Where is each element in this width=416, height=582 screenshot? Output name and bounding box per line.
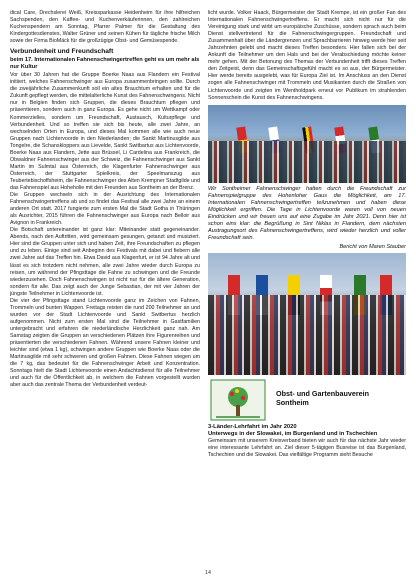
page-number: 14 <box>205 570 211 576</box>
club-name-line2: Sontheim <box>276 397 309 407</box>
club-header <box>208 379 406 421</box>
event-title-line2: Unterwegs in der Slowakei, im Burgenland und in Tschechien <box>208 430 378 437</box>
report-credit: Bericht von Maren Stauber <box>339 243 406 250</box>
article-paragraph-1: Vor über 30 Jahren hat die Gruppe Boerke Naas aus Flandern ein Festival initiiert, welches Fahnenschwinger aus Europa zusammenbringen sollte. Durch die zweijährliche Zusammenkunft soll ein altes Brauchtum erhalten und für die Zukunft gepflegt werden, die mittelalterliche Kunst des Fahnenschwingens. Nicht nur in Belgien finden sich Gruppen, die dieses Brauchtum pflegen und präsentieren, sondern auch in ganz Europa. Es gehe nicht um Wettkampf oder Kommerzielles, sondern um Freundschaft, Austausch, Kulturpflege und Verbundenheit. Und so treffen sie sich bis heute, alle zwei Jahre, an wechselnden Orten in Europa, und dieses Mal kommen alle wie auch neue Gruppen nach Lichtervoorde in den Niederlanden; die Sankt Martinusgilde aus Tongelre, die Schanskloppers aus Lievelde, Sankt Switbartus aus Lichtenvoorde, Boerke Naas aus Flandern, Jette aus Brüssel, Li Cardelina aus Frankreich, die Obwaldner Fahnenschwinger aus der Schweiz, die Fahnenschwinger aus Sankt Martin im Sulmtal aus Österreich, die Klagenfurter Fahnenschwinger aus Österreich, der Stuttgarter Spielkreis, der Speelmanszug aus Teubertebischoffsheim, die Fahnenschwinger des Alten Krempner Stadtgilde und das Fahnenspiel aus Hoheholie mit den Freunden aus Sontheim an der Brenz. <box>10 72 200 191</box>
article-paragraph-4: Die vier der Pfingsttage stand Lichtenvoorde ganz im Zeichen von Fahnen, Trommeln und bunten Wappen. Freitags reisten die rund 200 Teilnehmer an und wurden vor der Stadt Lichtenvoorde und Sankt Switbertus herzlich aufgenommen. Nicht zum ersten Mal sind die Teilnehmer in Gastfamilien untergebracht und erfahren die niederländische Herzlichkeit ganz nah. Am Samstag zeigten die Gruppen an verschiedenen Plätzen ihre Figurenreihen und präsentierten die verschiedenen Fahnen. Während unsere Fahnen kleiner und leichter sind (etwa 1 kg), schwingen andere Gruppen wie Boerke Naas oder die Martinusgilde mit sehr schweren und großen Fahnen. Diese Fahnen wiegen um die 7 kg, das bedeutet für die Fahnenschwinger Arbeit und Konzentration. Sonntags hielt die Stadt Lichtenvoorde einen Andachtsdienst für alle Teilnehmer und auch für die Öffentlichkeit ab, in welchem die Fahnen vorgestellt wurden aber auch das zentrale Thema der Verbundenheit verdeut- <box>10 297 200 389</box>
article-paragraph-3: Die Botschaft untereinander ist ganz klar: Miteinander statt gegeneinander. Abends, nach den Auftritten, wird gemeinsam gesungen, getanzt und musiziert. Hier sind die Gruppen unter sich und haben Zeit, ihre Freundschaften zu pflegen und zu leben. Einige sind seit Anbeginn des Festivals mit dabei und fiebern alle zwei Jahre auf das Treffen hin. Etwa David aus Klagenfurt, er ist 94 Jahre alt und lässt es sich trotzdem nicht nehmen, alle zwei Jahre wieder durch Europa zu reisen, um während der Pfingsttage die Fahne zu schwingen und die Freunde wiederzusehen. Doch Fahnenschwingen ist nicht nur für die ältere Generation, sondern für alle. Das zeigt auch der Junge Sebastian, der mit vier Jahren der jüngste Teilnehmer in Lichtenvoorde ist. <box>10 227 200 297</box>
photo-caption: Wir Sontheimer Fahnenschwinger hatten durch die Freundschaft zur Fahnenspielgruppe des Hohenloher Gaus die Möglichkeit, am 17. Internationalen Fahnenschwingertreffen teilzunehmen und haben diese Möglichkeit ergriffen. Die Tage in Lichtenvoorde waren voll von neuen Eindrücken und wir freuen uns auf eine Zugabe im Jahr 2021. Denn hier ist schon eins klar: die Begrüßung in Sint Niklas in Flandern, dem nächsten Austragungsort des Fahnenschwingertreffens, wird wieder herzlich und voller Freundschaft sein. <box>208 185 406 241</box>
article-headline: Verbundenheit und Freundschaft <box>10 48 114 56</box>
event-title-line1: 3-Länder-Lehrfahrt im Jahr 2020 <box>208 423 297 430</box>
article-paragraph-5: licht wurde. Volker Haack, Bürgermeister der Stadt Krempe, ist ein großer Fan des Internationalen Fahnenschwingertreffens. Er macht sich nicht nur für die Vereinigung stark und wirbt um europäische Zuschüsse, sondern sprach auch beim Dienst stellvertretend für die Fahnenschwingergruppen. Freundschaft und Zusammenhalt über die Ländergrenzen und Sprachbarrieren hinweg werde hier seit Jahrzehnten gelebt und macht dieses Treffen besonders. Hier fallen sich bei der Ankunft die Teilnehmer um den Hals und bei der Verabschiedung möchte keiner mehr gehen. Mit der Betonung des Themas der Verbundenheit trifft dieses Treffen den Zeitgeist, denn das Gemeinschaftsgefühl macht es so aus, der Bürgermeister. Hier werde bereits ausgelebt, was für Europa Ziel ist. Im Anschluss an den Dienst zogen alle Fahnenschwinger mit Trommeln und Musikanten durch die Straßen von Lichtenvoorde und zeigten im Wentholdpark erneut vor Publikum im strahlenden Sonnenschein die Kunst des Fahnenschwingens. <box>208 10 406 101</box>
left-column <box>10 10 200 389</box>
group-photo <box>208 253 406 375</box>
right-column <box>208 10 406 459</box>
photo-flag-swingers <box>208 105 406 183</box>
intro-paragraph: dical Care, Drechslerei Weiß, Kreissparkasse Heidenheim für ihre hilfreichen Sachspenden, den Kaffee- und Kuchenverkäuferinnen, den zahlreichen Kuchenspendern am Sonntag, Pfarrer Palmer für die Gestaltung des Kindergottesdienstes, Walter Grüner und seinen Kühen für tägliche frische Milch sowie der Firma BioMäck für die großzügige Obst- und Gemüsespende. <box>10 10 200 45</box>
article-paragraph-2: Die Gruppen wechseln sich in der Ausrichtung des Internationalen Fahnenschwingertreffens ab und so findet das Festival alle zwei Jahre an einem anderen Ort statt. 2017 fungierte zum ersten Mal die Stadt Gotha in Thüringen als Ausrichter, 2015 führen die Fahnenschwinger aus Europa nach Belloir aus Avignon in Frankreich. <box>10 192 200 227</box>
club-name <box>276 389 369 407</box>
club-name-line1: Obst- und Gartenbauverein <box>276 388 370 398</box>
event-body: Gemeinsam mit unserem Kreisverband bieten wir auch für das nächste Jahr wieder eine interessante Lehrfahrt an. Ziel dieser 5-tägigen Busreise ist das Burgenland, Tschechien und die Slowakei. Das vielfältige Programm sieht Besuche <box>208 438 406 459</box>
obst-gartenbau-logo-icon <box>210 379 266 421</box>
article-subheadline: beim 17. Internationalen Fahnenschwingertreffen geht es um mehr als nur Kultur <box>10 57 200 71</box>
flag-swingers-image <box>208 105 406 183</box>
